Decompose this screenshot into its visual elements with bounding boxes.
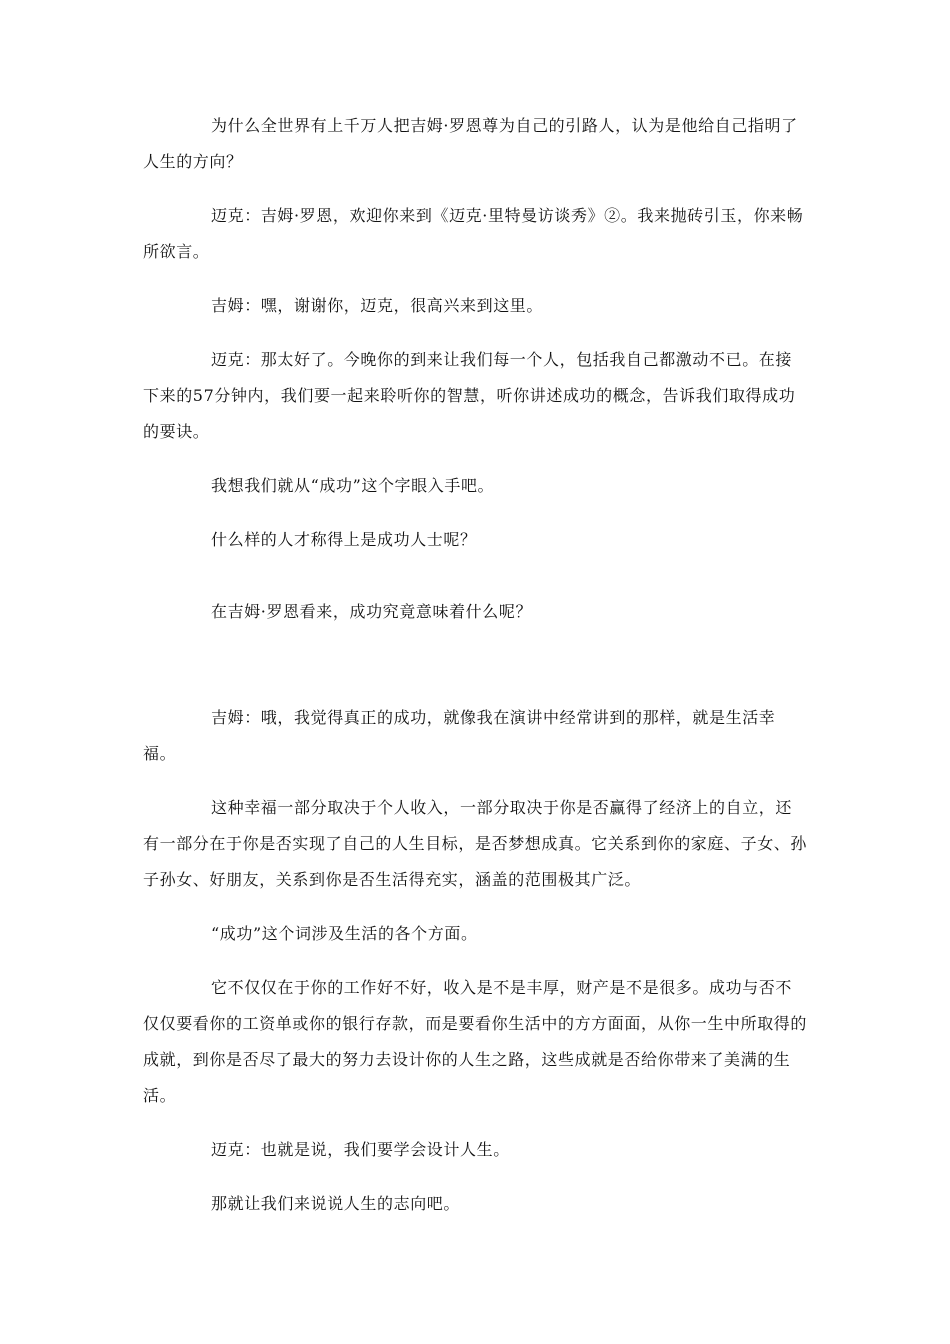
paragraph-successful-people: 什么样的人才称得上是成功人士呢？	[211, 530, 477, 549]
paragraph-success-aspects: “成功”这个词涉及生活的各个方面。	[211, 924, 478, 943]
paragraph-intro-question: 为什么全世界有上千万人把吉姆·罗恩尊为自己的引路人，认为是他给自己指明了人生的方向？	[143, 116, 798, 171]
paragraph-mike-excited: 迈克：那太好了。今晚你的到来让我们每一个人，包括我自己都激动不已。在接下来的57分钟内，我们要一起来聆听你的智慧，听你讲述成功的概念，告诉我们取得成功的要诀。	[143, 350, 796, 441]
paragraph-design-life: 迈克：也就是说，我们要学会设计人生。	[211, 1140, 510, 1159]
paragraph-success-word: 我想我们就从“成功”这个字眼入手吧。	[211, 476, 495, 495]
paragraph-jim-thanks: 吉姆：嘿，谢谢你，迈克，很高兴来到这里。	[211, 296, 544, 315]
paragraph-life-ambition: 那就让我们来说说人生的志向吧。	[211, 1194, 461, 1213]
paragraph-not-only-work: 它不仅仅在于你的工作好不好，收入是不是丰厚，财产是不是很多。成功与否不仅仅要看你的工资单或你的银行存款，而是要看你生活中的方方面面，从你一生中所取得的成就，到你是否尽了最大的努力去设计你的人生之路，这些成就是否给你带来了美满的生活。	[143, 978, 808, 1105]
paragraph-meaning-of-success: 在吉姆·罗恩看来，成功究竟意味着什么呢？	[211, 602, 533, 621]
paragraph-happiness-factors: 这种幸福一部分取决于个人收入，一部分取决于你是否赢得了经济上的自立，还有一部分在于你是否实现了自己的人生目标，是否梦想成真。它关系到你的家庭、子女、孙子孙女、好朋友，关系到你是否生活得充实，涵盖的范围极其广泛。	[143, 798, 808, 889]
paragraph-jim-happiness: 吉姆：哦，我觉得真正的成功，就像我在演讲中经常讲到的那样，就是生活幸福。	[143, 708, 776, 763]
paragraph-mike-welcome: 迈克：吉姆·罗恩，欢迎你来到《迈克·里特曼访谈秀》②。我来抛砖引玉，你来畅所欲言。	[143, 206, 804, 261]
